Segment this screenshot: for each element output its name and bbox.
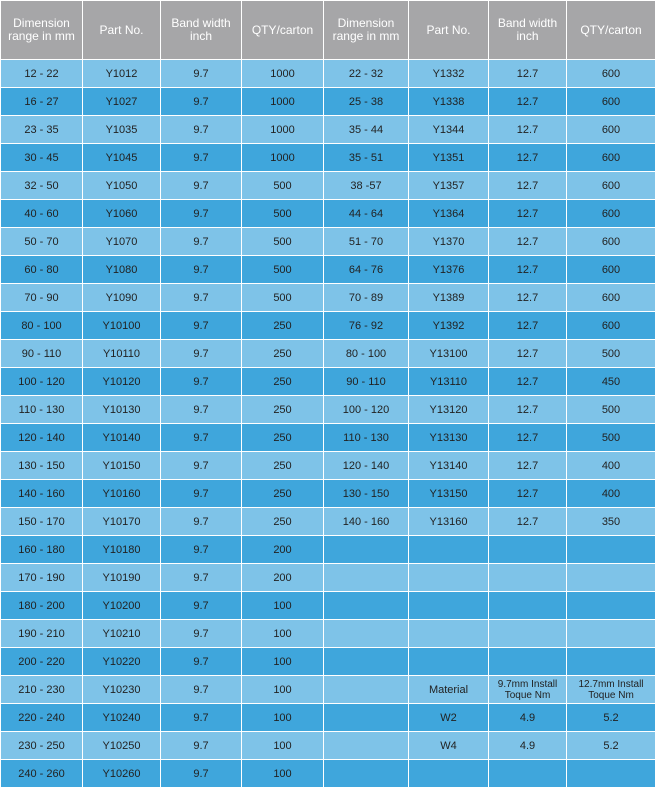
cell-qty-carton-right: 600 — [567, 172, 655, 200]
cell-dimension-range-right: 120 - 140 — [324, 452, 409, 480]
table-row — [1, 564, 655, 592]
cell-part-no-right — [409, 648, 489, 676]
cell-dimension-range-right: 70 - 89 — [324, 284, 409, 312]
cell-dimension-range-right: 25 - 38 — [324, 88, 409, 116]
cell-dimension-range-right: 110 - 130 — [324, 424, 409, 452]
cell-dimension-range-right — [324, 648, 409, 676]
cell-dimension-range: 130 - 150 — [1, 452, 83, 480]
cell-qty-carton-right: 5.2 — [567, 732, 655, 760]
cell-qty-carton-right: 600 — [567, 228, 655, 256]
cell-part-no: Y10100 — [83, 312, 161, 340]
cell-dimension-range-right: 140 - 160 — [324, 508, 409, 536]
cell-dimension-range: 240 - 260 — [1, 760, 83, 788]
cell-qty-carton-right: 600 — [567, 200, 655, 228]
cell-qty-carton: 100 — [242, 732, 324, 760]
cell-qty-carton: 250 — [242, 508, 324, 536]
cell-band-width-right: 12.7 — [489, 60, 567, 88]
cell-part-no-right: W2 — [409, 704, 489, 732]
cell-part-no: Y10120 — [83, 368, 161, 396]
cell-band-width: 9.7 — [161, 760, 242, 788]
table-row — [1, 452, 655, 480]
cell-dimension-range-right: 22 - 32 — [324, 60, 409, 88]
cell-part-no: Y1012 — [83, 60, 161, 88]
cell-qty-carton: 1000 — [242, 144, 324, 172]
cell-qty-carton: 250 — [242, 452, 324, 480]
cell-qty-carton: 500 — [242, 256, 324, 284]
cell-part-no: Y10180 — [83, 536, 161, 564]
cell-dimension-range: 170 - 190 — [1, 564, 83, 592]
cell-dimension-range: 40 - 60 — [1, 200, 83, 228]
cell-qty-carton-right — [567, 592, 655, 620]
cell-band-width-right: 12.7 — [489, 256, 567, 284]
header-part-no-left: Part No. — [83, 1, 161, 60]
cell-part-no-right: Y13160 — [409, 508, 489, 536]
cell-dimension-range-right: 38 -57 — [324, 172, 409, 200]
cell-dimension-range-right: 130 - 150 — [324, 480, 409, 508]
table-row — [1, 396, 655, 424]
cell-dimension-range-right — [324, 760, 409, 788]
cell-part-no-right: Material — [409, 676, 489, 704]
cell-dimension-range: 180 - 200 — [1, 592, 83, 620]
cell-qty-carton: 250 — [242, 424, 324, 452]
cell-qty-carton: 100 — [242, 676, 324, 704]
cell-band-width: 9.7 — [161, 144, 242, 172]
cell-qty-carton-right: 600 — [567, 116, 655, 144]
cell-qty-carton: 250 — [242, 340, 324, 368]
cell-dimension-range: 160 - 180 — [1, 536, 83, 564]
cell-band-width-right: 12.7 — [489, 312, 567, 340]
cell-dimension-range: 190 - 210 — [1, 620, 83, 648]
cell-band-width: 9.7 — [161, 172, 242, 200]
cell-dimension-range-right: 35 - 51 — [324, 144, 409, 172]
cell-part-no-right: Y1389 — [409, 284, 489, 312]
cell-dimension-range: 200 - 220 — [1, 648, 83, 676]
cell-band-width-right: 12.7 — [489, 88, 567, 116]
cell-part-no-right: Y1332 — [409, 60, 489, 88]
cell-part-no: Y1080 — [83, 256, 161, 284]
cell-qty-carton: 100 — [242, 592, 324, 620]
cell-band-width: 9.7 — [161, 564, 242, 592]
cell-band-width: 9.7 — [161, 508, 242, 536]
cell-dimension-range-right: 100 - 120 — [324, 396, 409, 424]
cell-band-width: 9.7 — [161, 704, 242, 732]
cell-band-width-right: 12.7 — [489, 424, 567, 452]
header-qty-carton-left: QTY/carton — [242, 1, 324, 60]
cell-dimension-range: 23 - 35 — [1, 116, 83, 144]
table-row — [1, 648, 655, 676]
cell-part-no-right: Y1351 — [409, 144, 489, 172]
cell-qty-carton: 250 — [242, 312, 324, 340]
cell-band-width-right: 12.7 — [489, 284, 567, 312]
cell-band-width: 9.7 — [161, 592, 242, 620]
cell-part-no-right: W4 — [409, 732, 489, 760]
table-row — [1, 60, 655, 88]
cell-band-width: 9.7 — [161, 60, 242, 88]
table-row — [1, 172, 655, 200]
cell-part-no: Y10170 — [83, 508, 161, 536]
cell-band-width: 9.7 — [161, 452, 242, 480]
cell-qty-carton: 100 — [242, 620, 324, 648]
cell-qty-carton-right: 5.2 — [567, 704, 655, 732]
cell-band-width-right: 12.7 — [489, 228, 567, 256]
cell-part-no-right — [409, 536, 489, 564]
cell-band-width-right: 9.7mm Install Toque Nm — [489, 676, 567, 704]
table-row — [1, 88, 655, 116]
cell-qty-carton: 1000 — [242, 60, 324, 88]
cell-band-width: 9.7 — [161, 368, 242, 396]
cell-band-width: 9.7 — [161, 228, 242, 256]
cell-part-no-right — [409, 760, 489, 788]
cell-band-width: 9.7 — [161, 312, 242, 340]
cell-part-no: Y10210 — [83, 620, 161, 648]
cell-band-width: 9.7 — [161, 200, 242, 228]
cell-dimension-range-right: 80 - 100 — [324, 340, 409, 368]
cell-band-width: 9.7 — [161, 396, 242, 424]
cell-part-no-right: Y1364 — [409, 200, 489, 228]
cell-band-width-right: 4.9 — [489, 704, 567, 732]
table-row — [1, 508, 655, 536]
cell-part-no-right — [409, 592, 489, 620]
cell-band-width-right: 12.7 — [489, 340, 567, 368]
table-row — [1, 592, 655, 620]
cell-part-no: Y10140 — [83, 424, 161, 452]
cell-qty-carton: 1000 — [242, 116, 324, 144]
cell-dimension-range-right — [324, 564, 409, 592]
table-row — [1, 256, 655, 284]
cell-qty-carton: 500 — [242, 284, 324, 312]
cell-qty-carton-right — [567, 620, 655, 648]
cell-part-no: Y1027 — [83, 88, 161, 116]
cell-dimension-range-right — [324, 704, 409, 732]
cell-qty-carton: 200 — [242, 536, 324, 564]
cell-part-no: Y10150 — [83, 452, 161, 480]
table-row — [1, 620, 655, 648]
cell-dimension-range: 110 - 130 — [1, 396, 83, 424]
cell-band-width: 9.7 — [161, 256, 242, 284]
cell-band-width: 9.7 — [161, 620, 242, 648]
cell-part-no: Y10130 — [83, 396, 161, 424]
cell-band-width: 9.7 — [161, 732, 242, 760]
cell-part-no: Y1045 — [83, 144, 161, 172]
cell-qty-carton-right: 600 — [567, 284, 655, 312]
cell-part-no: Y10110 — [83, 340, 161, 368]
cell-qty-carton-right: 600 — [567, 312, 655, 340]
table-row — [1, 368, 655, 396]
table-row — [1, 480, 655, 508]
table-row — [1, 536, 655, 564]
cell-part-no: Y10260 — [83, 760, 161, 788]
table-row — [1, 340, 655, 368]
cell-part-no: Y10250 — [83, 732, 161, 760]
cell-qty-carton-right — [567, 648, 655, 676]
cell-part-no-right: Y13120 — [409, 396, 489, 424]
cell-band-width-right: 4.9 — [489, 732, 567, 760]
cell-part-no: Y10240 — [83, 704, 161, 732]
cell-band-width-right: 12.7 — [489, 480, 567, 508]
table-row — [1, 424, 655, 452]
cell-qty-carton-right — [567, 760, 655, 788]
cell-qty-carton-right: 600 — [567, 60, 655, 88]
table-row — [1, 116, 655, 144]
cell-dimension-range: 30 - 45 — [1, 144, 83, 172]
header-band-width-left: Band width inch — [161, 1, 242, 60]
cell-dimension-range: 120 - 140 — [1, 424, 83, 452]
cell-band-width-right: 12.7 — [489, 368, 567, 396]
cell-dimension-range-right — [324, 676, 409, 704]
cell-band-width: 9.7 — [161, 284, 242, 312]
cell-band-width: 9.7 — [161, 648, 242, 676]
cell-part-no: Y1035 — [83, 116, 161, 144]
cell-qty-carton-right: 400 — [567, 480, 655, 508]
cell-qty-carton-right: 500 — [567, 340, 655, 368]
cell-dimension-range: 12 - 22 — [1, 60, 83, 88]
cell-band-width-right: 12.7 — [489, 172, 567, 200]
cell-part-no-right: Y1357 — [409, 172, 489, 200]
cell-dimension-range-right — [324, 732, 409, 760]
table-row — [1, 144, 655, 172]
cell-part-no-right — [409, 620, 489, 648]
cell-band-width-right: 12.7 — [489, 396, 567, 424]
cell-band-width: 9.7 — [161, 340, 242, 368]
cell-band-width-right: 12.7 — [489, 144, 567, 172]
cell-part-no-right: Y13100 — [409, 340, 489, 368]
cell-dimension-range-right: 51 - 70 — [324, 228, 409, 256]
cell-part-no: Y10190 — [83, 564, 161, 592]
cell-dimension-range: 220 - 240 — [1, 704, 83, 732]
cell-band-width-right — [489, 760, 567, 788]
cell-band-width-right: 12.7 — [489, 452, 567, 480]
cell-qty-carton: 100 — [242, 648, 324, 676]
cell-part-no-right: Y1392 — [409, 312, 489, 340]
cell-band-width-right: 12.7 — [489, 508, 567, 536]
cell-qty-carton: 250 — [242, 368, 324, 396]
cell-band-width-right: 12.7 — [489, 116, 567, 144]
cell-qty-carton-right — [567, 536, 655, 564]
cell-qty-carton-right: 12.7mm Install Toque Nm — [567, 676, 655, 704]
cell-dimension-range: 150 - 170 — [1, 508, 83, 536]
cell-qty-carton: 1000 — [242, 88, 324, 116]
cell-part-no-right: Y1370 — [409, 228, 489, 256]
cell-dimension-range: 60 - 80 — [1, 256, 83, 284]
cell-part-no-right: Y13130 — [409, 424, 489, 452]
cell-dimension-range: 80 - 100 — [1, 312, 83, 340]
table-row — [1, 704, 655, 732]
table-header-row — [1, 1, 655, 60]
cell-dimension-range: 230 - 250 — [1, 732, 83, 760]
cell-dimension-range: 210 - 230 — [1, 676, 83, 704]
cell-part-no: Y1070 — [83, 228, 161, 256]
cell-part-no-right: Y1376 — [409, 256, 489, 284]
table-row — [1, 312, 655, 340]
header-dimension-range-right: Dimension range in mm — [324, 1, 409, 60]
cell-dimension-range-right — [324, 592, 409, 620]
cell-dimension-range: 70 - 90 — [1, 284, 83, 312]
cell-qty-carton-right: 600 — [567, 144, 655, 172]
cell-part-no: Y10200 — [83, 592, 161, 620]
cell-qty-carton: 250 — [242, 396, 324, 424]
cell-dimension-range: 50 - 70 — [1, 228, 83, 256]
cell-dimension-range: 100 - 120 — [1, 368, 83, 396]
cell-band-width-right — [489, 648, 567, 676]
cell-part-no-right: Y13140 — [409, 452, 489, 480]
cell-band-width-right — [489, 536, 567, 564]
cell-dimension-range-right: 44 - 64 — [324, 200, 409, 228]
cell-qty-carton: 500 — [242, 200, 324, 228]
cell-dimension-range-right — [324, 536, 409, 564]
cell-qty-carton: 100 — [242, 704, 324, 732]
header-qty-carton-right: QTY/carton — [567, 1, 655, 60]
cell-part-no: Y10220 — [83, 648, 161, 676]
cell-dimension-range-right: 90 - 110 — [324, 368, 409, 396]
header-part-no-right: Part No. — [409, 1, 489, 60]
cell-band-width: 9.7 — [161, 480, 242, 508]
cell-part-no-right — [409, 564, 489, 592]
cell-part-no-right: Y13110 — [409, 368, 489, 396]
table-row — [1, 760, 655, 788]
cell-part-no: Y10160 — [83, 480, 161, 508]
cell-qty-carton: 250 — [242, 480, 324, 508]
table-row — [1, 284, 655, 312]
cell-qty-carton: 100 — [242, 760, 324, 788]
cell-part-no: Y1090 — [83, 284, 161, 312]
cell-band-width: 9.7 — [161, 536, 242, 564]
cell-band-width: 9.7 — [161, 116, 242, 144]
cell-part-no: Y1050 — [83, 172, 161, 200]
cell-part-no: Y10230 — [83, 676, 161, 704]
cell-qty-carton: 200 — [242, 564, 324, 592]
cell-qty-carton: 500 — [242, 172, 324, 200]
cell-band-width: 9.7 — [161, 676, 242, 704]
cell-dimension-range: 140 - 160 — [1, 480, 83, 508]
header-band-width-right: Band width inch — [489, 1, 567, 60]
table-row — [1, 732, 655, 760]
cell-qty-carton: 500 — [242, 228, 324, 256]
cell-qty-carton-right: 450 — [567, 368, 655, 396]
cell-qty-carton-right: 400 — [567, 452, 655, 480]
cell-band-width-right — [489, 592, 567, 620]
table-body — [1, 60, 655, 788]
cell-band-width-right: 12.7 — [489, 200, 567, 228]
table-row — [1, 200, 655, 228]
cell-part-no: Y1060 — [83, 200, 161, 228]
cell-dimension-range-right: 64 - 76 — [324, 256, 409, 284]
cell-qty-carton-right — [567, 564, 655, 592]
cell-dimension-range-right: 76 - 92 — [324, 312, 409, 340]
cell-band-width: 9.7 — [161, 424, 242, 452]
header-dimension-range-left: Dimension range in mm — [1, 1, 83, 60]
cell-dimension-range-right — [324, 620, 409, 648]
cell-band-width: 9.7 — [161, 88, 242, 116]
cell-qty-carton-right: 600 — [567, 256, 655, 284]
cell-qty-carton-right: 500 — [567, 396, 655, 424]
cell-dimension-range: 32 - 50 — [1, 172, 83, 200]
cell-qty-carton-right: 500 — [567, 424, 655, 452]
cell-dimension-range-right: 35 - 44 — [324, 116, 409, 144]
cell-dimension-range: 16 - 27 — [1, 88, 83, 116]
table-row — [1, 676, 655, 704]
cell-part-no-right: Y1338 — [409, 88, 489, 116]
cell-dimension-range: 90 - 110 — [1, 340, 83, 368]
table-row — [1, 228, 655, 256]
cell-band-width-right — [489, 564, 567, 592]
cell-part-no-right: Y13150 — [409, 480, 489, 508]
cell-qty-carton-right: 350 — [567, 508, 655, 536]
cell-band-width-right — [489, 620, 567, 648]
cell-part-no-right: Y1344 — [409, 116, 489, 144]
cell-qty-carton-right: 600 — [567, 88, 655, 116]
